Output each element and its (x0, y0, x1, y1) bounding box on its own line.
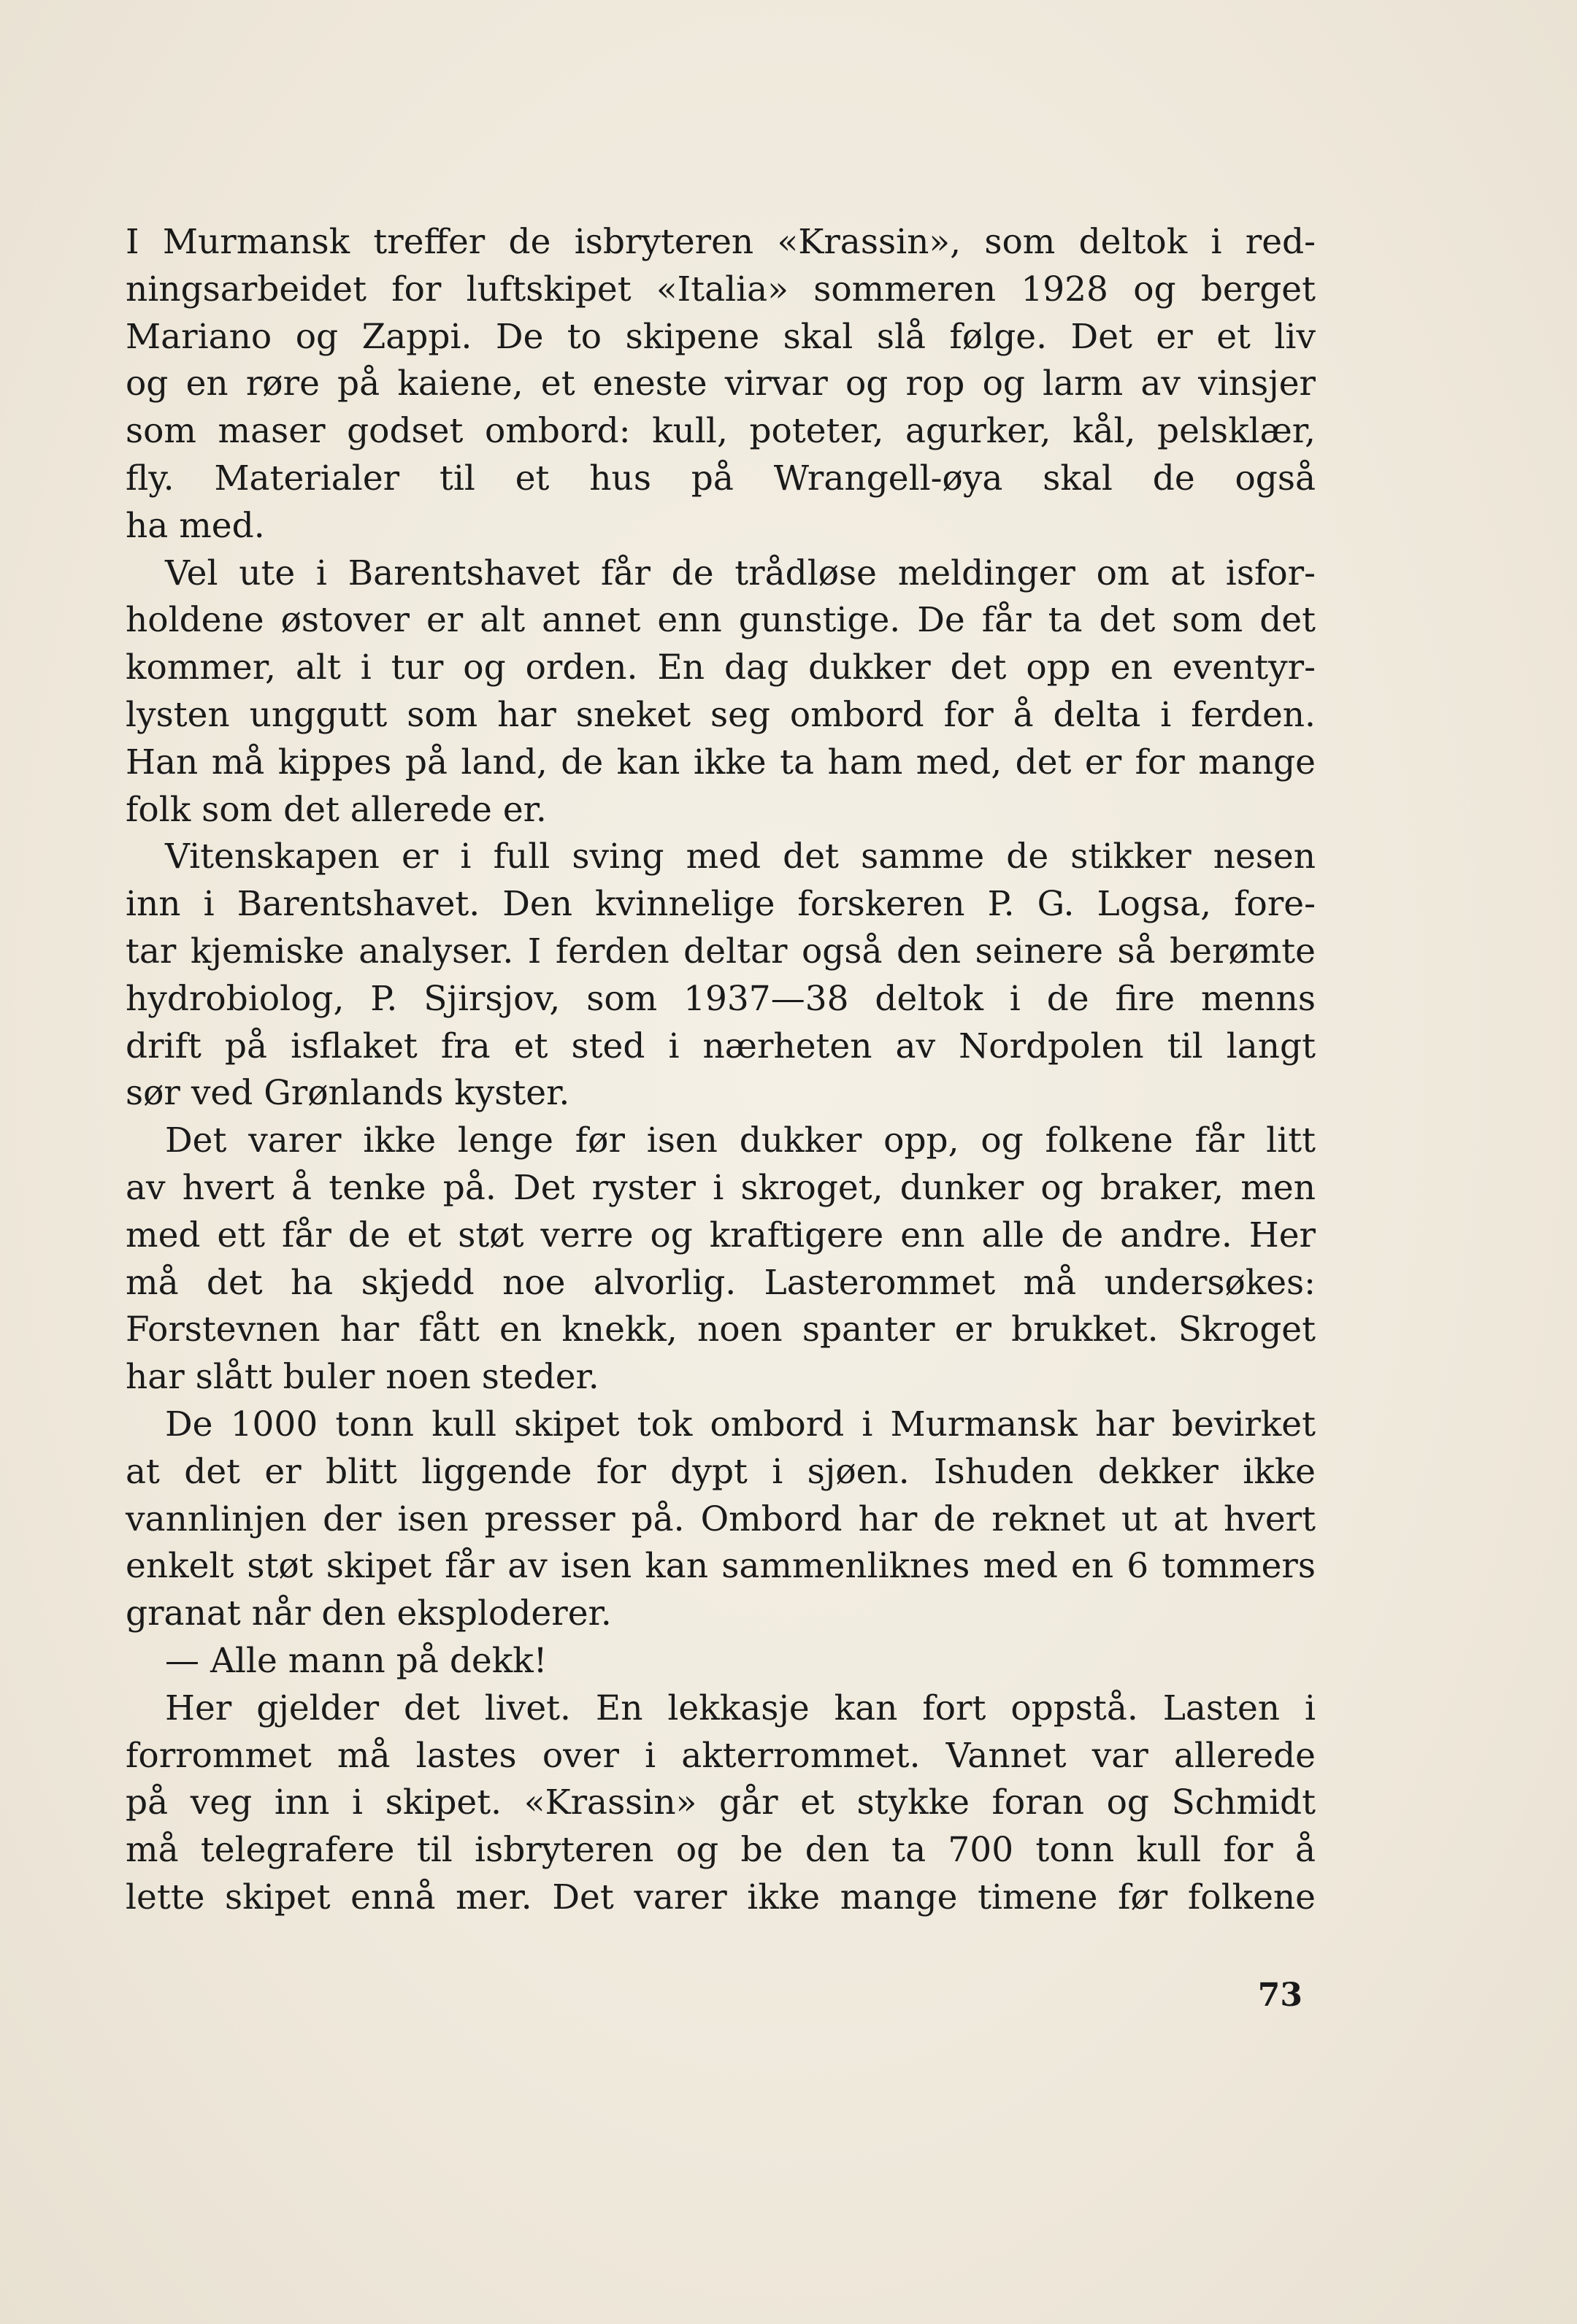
text-line: holdene østover er alt annet enn gunstige. De får ta det som det (126, 600, 1316, 641)
text-line: har slått buler noen steder. (126, 1357, 599, 1398)
text-line: De 1000 tonn kull skipet tok ombord i Murmansk har bevirket (165, 1404, 1316, 1444)
text-line: Vel ute i Barentshavet får de trådløse meldinger om at isfor- (165, 553, 1316, 593)
text-line: Vitenskapen er i full sving med det samme de stikker nesen (165, 836, 1316, 877)
text-line: Mariano og Zappi. De to skipene skal slå følge. Det er et liv (126, 316, 1316, 357)
text-line: på veg inn i skipet. «Krassin» går et stykke foran og Schmidt (126, 1782, 1316, 1823)
paragraph-2 (126, 550, 1316, 834)
paragraph-3 (126, 834, 1316, 1117)
text-line: at det er blitt liggende for dypt i sjøen. Ishuden dekker ikke (126, 1451, 1316, 1492)
text-line: — Alle mann på dekk! (165, 1640, 548, 1681)
text-line: I Murmansk treffer de isbryteren «Krassin», som deltok i red- (126, 222, 1316, 262)
text-line: fly. Materialer til et hus på Wrangell-øya skal de også (126, 458, 1316, 499)
text-line: Det varer ikke lenge før isen dukker opp, og folkene får litt (165, 1120, 1316, 1161)
text-line: vannlinjen der isen presser på. Ombord har de reknet ut at hvert (126, 1498, 1316, 1539)
text-line: Her gjelder det livet. En lekkasje kan fort oppstå. Lasten i (165, 1688, 1316, 1728)
text-line: forrommet må lastes over i akterrommet. Vannet var allerede (126, 1735, 1316, 1776)
text-line: granat når den eksploderer. (126, 1593, 612, 1634)
paragraph-4 (126, 1117, 1316, 1401)
text-line: lysten unggutt som har sneket seg ombord for å delta i ferden. (126, 694, 1316, 735)
text-line: enkelt støt skipet får av isen kan sammenliknes med en 6 tommers (126, 1546, 1316, 1587)
paragraph-7 (126, 1685, 1316, 1922)
text-line: hydrobiolog, P. Sjirsjov, som 1937—38 deltok i de fire menns (126, 978, 1316, 1019)
paragraph-5 (126, 1401, 1316, 1638)
text-line: Han må kippes på land, de kan ikke ta ham med, det er for mange (126, 742, 1316, 782)
paragraph-1 (126, 219, 1316, 550)
text-line: må telegrafere til isbryteren og be den ta 700 tonn kull for å (126, 1830, 1316, 1871)
text-line: som maser godset ombord: kull, poteter, agurker, kål, pelsklær, (126, 411, 1316, 452)
text-line: lette skipet ennå mer. Det varer ikke mange timene før folkene (126, 1877, 1316, 1917)
text-line: må det ha skjedd noe alvorlig. Lasterommet må undersøkes: (126, 1262, 1316, 1303)
text-line: av hvert å tenke på. Det ryster i skroget, dunker og braker, men (126, 1167, 1316, 1208)
text-line: ha med. (126, 505, 265, 546)
text-line: drift på isflaket fra et sted i nærheten av Nordpolen til langt (126, 1026, 1316, 1066)
text-line: med ett får de et støt verre og kraftigere enn alle de andre. Her (126, 1215, 1316, 1255)
page-number: 73 (1257, 1977, 1302, 2014)
text-line: ningsarbeidet for luftskipet «Italia» sommeren 1928 og berget (126, 269, 1316, 309)
text-line: inn i Barentshavet. Den kvinnelige forskeren P. G. Logsa, fore- (126, 884, 1316, 925)
text-line: Forstevnen har fått en knekk, noen spanter er brukket. Skroget (126, 1309, 1316, 1350)
text-line: tar kjemiske analyser. I ferden deltar også den seinere så berømte (126, 931, 1316, 971)
paragraph-6 (126, 1638, 1316, 1685)
body-text (126, 219, 1316, 1922)
text-line: folk som det allerede er. (126, 789, 547, 830)
text-line: kommer, alt i tur og orden. En dag dukker det opp en eventyr- (126, 647, 1316, 688)
text-line: og en røre på kaiene, et eneste virvar og rop og larm av vinsjer (126, 363, 1316, 404)
text-line: sør ved Grønlands kyster. (126, 1073, 570, 1114)
